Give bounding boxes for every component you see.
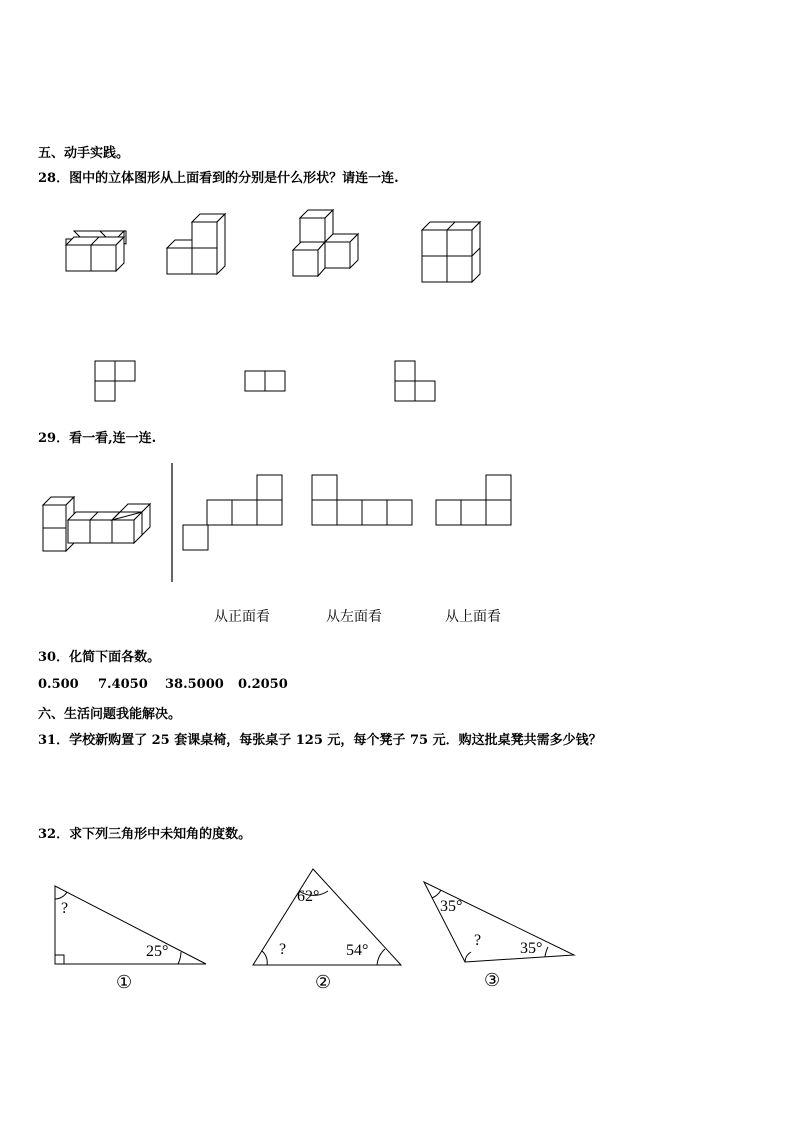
number-2: 7.4050 bbox=[98, 677, 148, 692]
t3-unknown: ? bbox=[474, 932, 482, 949]
t3-number: ③ bbox=[484, 970, 501, 990]
q30-numbers bbox=[38, 677, 288, 692]
t1-unknown: ? bbox=[61, 900, 69, 917]
t2-unknown: ? bbox=[279, 941, 287, 958]
t3-angle-right: 35° bbox=[520, 940, 543, 957]
triangle-1 bbox=[55, 886, 206, 964]
q28-solid-2 bbox=[167, 214, 225, 274]
q28-view-1 bbox=[95, 361, 135, 401]
t2-angle-right: 54° bbox=[346, 942, 369, 959]
triangle-2 bbox=[253, 869, 401, 965]
label-top-view: 从上面看 bbox=[445, 609, 501, 625]
question-31: 31．学校新购置了 25 套课桌椅，每张桌子 125 元，每个凳子 75 元．购这批桌凳共需多少钱？ bbox=[38, 733, 602, 748]
t2-number: ② bbox=[315, 972, 332, 992]
q28-solid-1 bbox=[66, 231, 126, 271]
question-28: 28．图中的立体图形从上面看到的分别是什么形状？请连一连. bbox=[38, 171, 399, 186]
q28-view-3 bbox=[395, 361, 435, 401]
question-30: 30．化简下面各数。 bbox=[38, 650, 161, 665]
question-29: 29．看一看,连一连. bbox=[38, 431, 157, 446]
q28-solid-4 bbox=[422, 222, 480, 282]
number-4: 0.2050 bbox=[238, 677, 288, 692]
q29-solid bbox=[43, 497, 150, 551]
section6-heading: 六、生活问题我能解决。 bbox=[38, 707, 182, 722]
q29-view-c bbox=[436, 475, 511, 525]
section5-heading: 五、动手实践。 bbox=[38, 146, 130, 161]
q28-solid-3 bbox=[293, 210, 358, 276]
label-left-view: 从左面看 bbox=[326, 609, 382, 625]
label-front-view: 从正面看 bbox=[214, 609, 270, 625]
q29-view-a bbox=[183, 475, 282, 550]
number-1: 0.500 bbox=[38, 677, 79, 692]
number-3: 38.5000 bbox=[165, 677, 224, 692]
q28-view-2 bbox=[245, 371, 285, 391]
t2-angle-top: 62° bbox=[297, 888, 320, 905]
question-32: 32．求下列三角形中未知角的度数。 bbox=[38, 827, 252, 842]
t1-angle: 25° bbox=[146, 943, 169, 960]
t1-number: ① bbox=[116, 972, 133, 992]
q29-view-b bbox=[312, 475, 412, 525]
t3-angle-top: 35° bbox=[440, 898, 463, 915]
triangle-3 bbox=[424, 882, 574, 962]
